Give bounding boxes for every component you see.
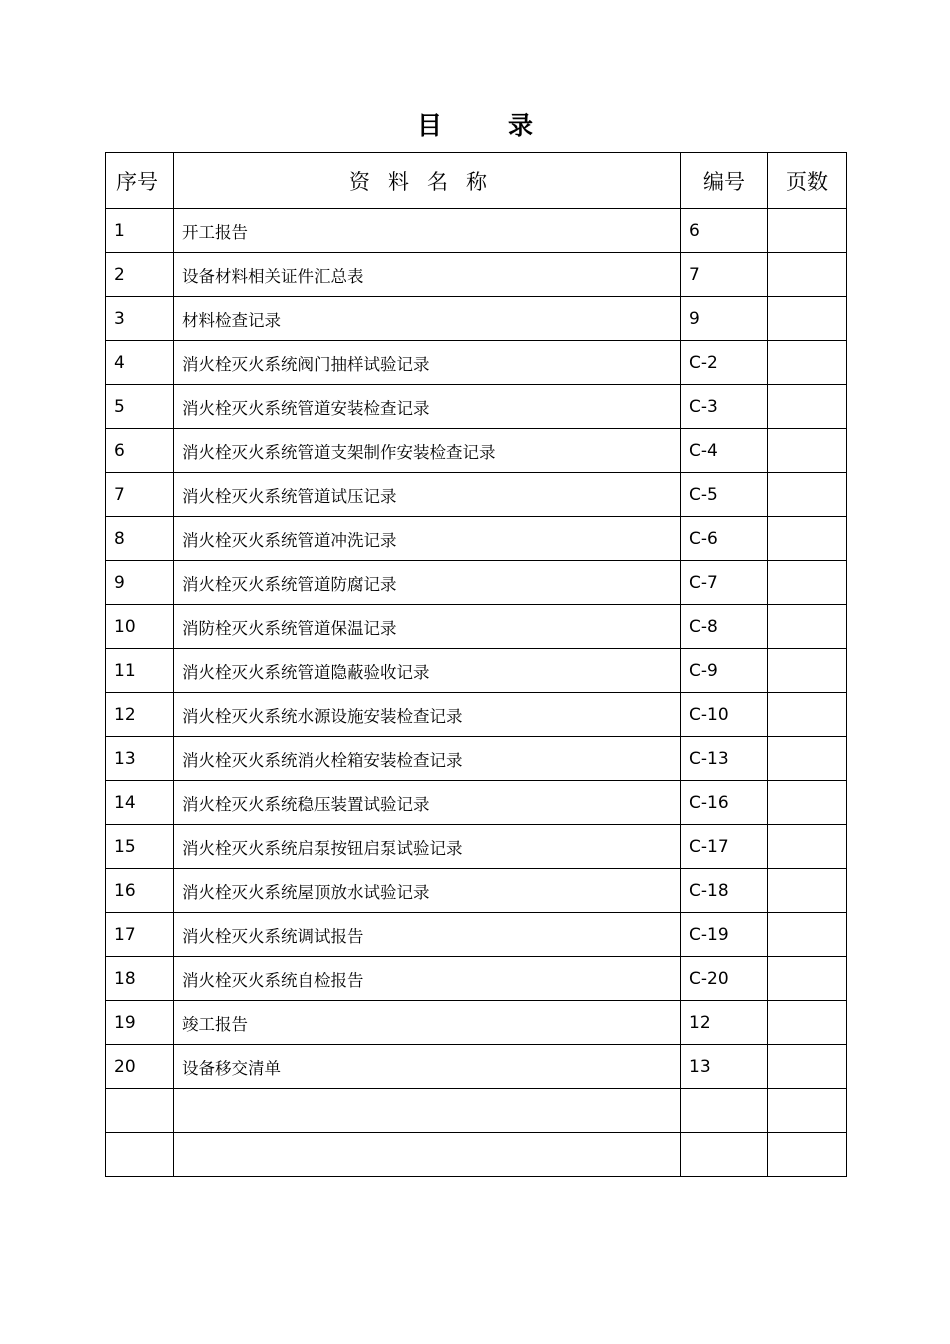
title-part-2: 录 [508, 111, 534, 140]
table-row [106, 385, 847, 429]
cell-pages [768, 517, 847, 561]
cell-seq: 3 [106, 297, 174, 341]
cell-seq: 12 [106, 693, 174, 737]
cell-code: C-2 [681, 341, 768, 385]
cell-pages [768, 473, 847, 517]
cell-pages [768, 253, 847, 297]
table-row [106, 781, 847, 825]
cell-pages [768, 693, 847, 737]
cell-code: 13 [681, 1045, 768, 1089]
cell-code [681, 1133, 768, 1177]
cell-seq: 9 [106, 561, 174, 605]
table-row [106, 297, 847, 341]
table-row [106, 429, 847, 473]
contents-table [105, 152, 847, 1177]
cell-seq: 10 [106, 605, 174, 649]
cell-seq: 1 [106, 209, 174, 253]
cell-name: 消火栓灭火系统自检报告 [174, 957, 681, 1001]
cell-name: 消火栓灭火系统水源设施安装检查记录 [174, 693, 681, 737]
table-row [106, 561, 847, 605]
table-row [106, 825, 847, 869]
cell-seq: 18 [106, 957, 174, 1001]
header-pages: 页数 [768, 153, 847, 209]
cell-name: 消火栓灭火系统管道安装检查记录 [174, 385, 681, 429]
cell-seq: 2 [106, 253, 174, 297]
cell-seq: 8 [106, 517, 174, 561]
cell-name: 设备移交清单 [174, 1045, 681, 1089]
cell-name: 消火栓灭火系统消火栓箱安装检查记录 [174, 737, 681, 781]
cell-code: 12 [681, 1001, 768, 1045]
cell-code [681, 1089, 768, 1133]
cell-pages [768, 913, 847, 957]
cell-seq: 4 [106, 341, 174, 385]
table-row [106, 913, 847, 957]
cell-code: C-13 [681, 737, 768, 781]
cell-seq: 11 [106, 649, 174, 693]
cell-pages [768, 1133, 847, 1177]
cell-pages [768, 957, 847, 1001]
cell-seq: 15 [106, 825, 174, 869]
table-row [106, 693, 847, 737]
cell-pages [768, 605, 847, 649]
cell-code: C-9 [681, 649, 768, 693]
title-part-1: 目 [416, 111, 442, 140]
cell-pages [768, 737, 847, 781]
cell-name: 消火栓灭火系统管道冲洗记录 [174, 517, 681, 561]
cell-pages [768, 1089, 847, 1133]
table-row [106, 869, 847, 913]
cell-name: 消火栓灭火系统管道隐蔽验收记录 [174, 649, 681, 693]
cell-name: 消防栓灭火系统管道保温记录 [174, 605, 681, 649]
cell-code: 7 [681, 253, 768, 297]
cell-code: C-5 [681, 473, 768, 517]
cell-seq: 7 [106, 473, 174, 517]
cell-pages [768, 385, 847, 429]
table-row [106, 1045, 847, 1089]
table-row [106, 957, 847, 1001]
cell-name: 竣工报告 [174, 1001, 681, 1045]
cell-code: C-4 [681, 429, 768, 473]
cell-seq [106, 1133, 174, 1177]
cell-seq: 17 [106, 913, 174, 957]
cell-name: 消火栓灭火系统阀门抽样试验记录 [174, 341, 681, 385]
cell-name [174, 1133, 681, 1177]
table-row [106, 473, 847, 517]
cell-pages [768, 825, 847, 869]
cell-name: 开工报告 [174, 209, 681, 253]
cell-code: C-16 [681, 781, 768, 825]
cell-seq: 20 [106, 1045, 174, 1089]
cell-pages [768, 561, 847, 605]
cell-pages [768, 649, 847, 693]
cell-name: 消火栓灭火系统管道试压记录 [174, 473, 681, 517]
cell-name: 消火栓灭火系统启泵按钮启泵试验记录 [174, 825, 681, 869]
cell-code: 9 [681, 297, 768, 341]
cell-seq: 14 [106, 781, 174, 825]
header-seq: 序号 [106, 153, 174, 209]
table-body [106, 209, 847, 1177]
cell-seq [106, 1089, 174, 1133]
table-row [106, 253, 847, 297]
cell-code: 6 [681, 209, 768, 253]
cell-code: C-8 [681, 605, 768, 649]
cell-code: C-7 [681, 561, 768, 605]
table-row [106, 605, 847, 649]
header-name: 资料名称 [174, 153, 681, 209]
page-title [0, 108, 950, 144]
cell-seq: 13 [106, 737, 174, 781]
header-row [106, 153, 847, 209]
table-row [106, 1089, 847, 1133]
table-row [106, 737, 847, 781]
cell-name: 消火栓灭火系统管道支架制作安装检查记录 [174, 429, 681, 473]
cell-pages [768, 429, 847, 473]
table-row [106, 517, 847, 561]
table-row [106, 209, 847, 253]
cell-code: C-3 [681, 385, 768, 429]
cell-seq: 5 [106, 385, 174, 429]
cell-pages [768, 209, 847, 253]
cell-pages [768, 297, 847, 341]
cell-name: 材料检查记录 [174, 297, 681, 341]
cell-code: C-6 [681, 517, 768, 561]
cell-seq: 6 [106, 429, 174, 473]
cell-name: 消火栓灭火系统调试报告 [174, 913, 681, 957]
cell-pages [768, 781, 847, 825]
table-row [106, 341, 847, 385]
table-row [106, 1133, 847, 1177]
cell-code: C-18 [681, 869, 768, 913]
cell-name: 消火栓灭火系统稳压装置试验记录 [174, 781, 681, 825]
cell-pages [768, 869, 847, 913]
table-row [106, 649, 847, 693]
cell-name: 消火栓灭火系统管道防腐记录 [174, 561, 681, 605]
cell-seq: 16 [106, 869, 174, 913]
header-code: 编号 [681, 153, 768, 209]
cell-code: C-20 [681, 957, 768, 1001]
cell-pages [768, 1001, 847, 1045]
cell-name: 设备材料相关证件汇总表 [174, 253, 681, 297]
cell-name: 消火栓灭火系统屋顶放水试验记录 [174, 869, 681, 913]
cell-name [174, 1089, 681, 1133]
cell-code: C-10 [681, 693, 768, 737]
cell-code: C-19 [681, 913, 768, 957]
cell-seq: 19 [106, 1001, 174, 1045]
cell-code: C-17 [681, 825, 768, 869]
cell-pages [768, 1045, 847, 1089]
table-row [106, 1001, 847, 1045]
cell-pages [768, 341, 847, 385]
